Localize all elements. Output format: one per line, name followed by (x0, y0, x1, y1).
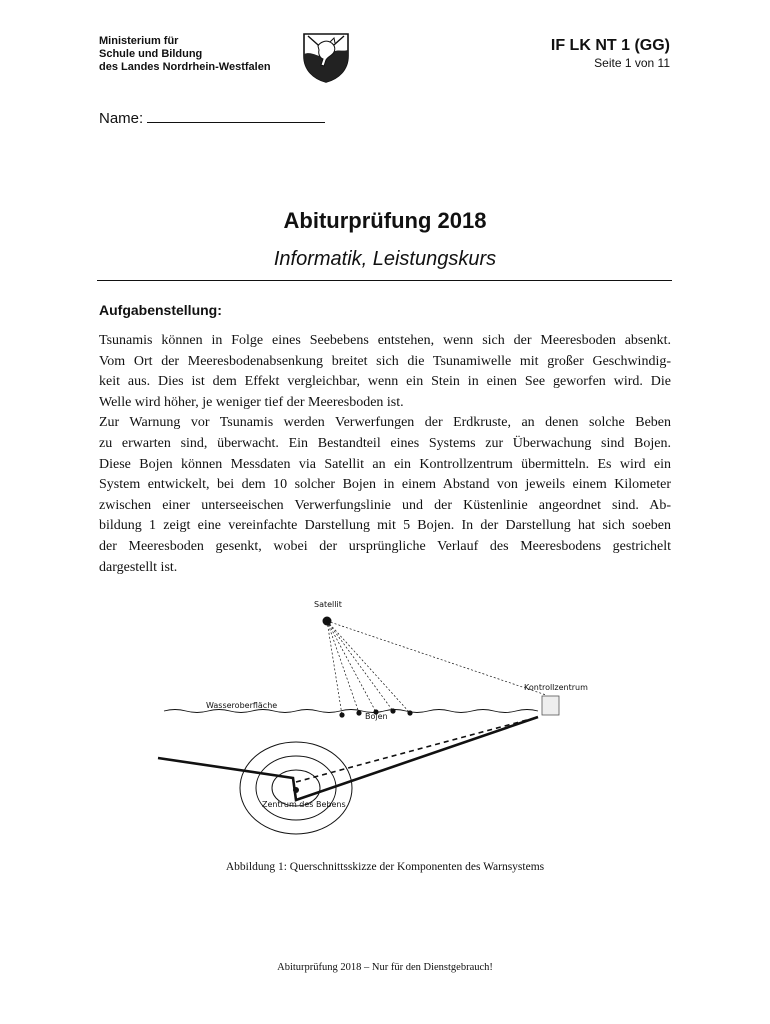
body-line: zu erwarten sind, überwacht. Ein Bestandteil eines Systems zur Überwachung sind Bojen. (99, 435, 671, 451)
body-line: keit aus. Dies ist dem Effekt vergleichbar, wenn ein Stein in einen See geworfen wird. Die (99, 374, 671, 390)
task-heading: Aufgabenstellung: (99, 302, 222, 318)
title-divider (97, 280, 672, 281)
nrw-crest-logo (300, 32, 352, 84)
body-line: Tsunamis können in Folge eines Seebebens entstehen, wenn sich der Meeresboden absenkt. (99, 333, 671, 348)
water-surface-label: Wasseroberfläche (206, 701, 278, 710)
ministry-line: Ministerium für (99, 35, 179, 47)
buoy-icon (356, 710, 361, 715)
ministry-line: des Landes Nordrhein-Westfalen (99, 61, 271, 73)
exam-code-block (551, 36, 670, 70)
page-title: Abiturprüfung 2018 (283, 208, 487, 233)
epicenter-label: Zentrum des Bebens (262, 800, 346, 809)
exam-code: IF LK NT 1 (GG) (550, 37, 670, 54)
body-line: dargestellt ist. (99, 559, 178, 575)
buoy-icon (407, 710, 412, 715)
body-line: bildung 1 zeigt eine vereinfachte Darstellung mit 5 Bojen. In der Darstellung hat sich soeben (99, 518, 671, 534)
name-field (99, 108, 325, 127)
figure-caption: Abbildung 1: Querschnittsskizze der Komponenten des Warnsystems (225, 861, 545, 873)
satellite-label: Satellit (314, 600, 342, 609)
tsunami-warning-figure (150, 590, 620, 840)
body-line: zwischen einer unterseeischen Verwerfungslinie und der Küstenlinie angeordnet sind. Ab- (99, 497, 671, 513)
body-line: Vom Ort der Meeresbodenabsenkung breitet sich die Tsunamiwelle mit großer Geschwindig- (99, 353, 671, 369)
control-center-icon (542, 696, 559, 715)
page-subtitle: Informatik, Leistungskurs (273, 248, 497, 270)
control-center-label: Kontrollzentrum (524, 683, 588, 692)
body-line: Diese Bojen können Messdaten via Satellit an ein Kontrollzentrum übermitteln. Es wird ein (99, 456, 671, 472)
body-line: der Meeresboden gesenkt, wobei der ursprüngliche Verlauf des Meeresbodens gestrichelt (99, 538, 671, 554)
buoy-icon (390, 708, 395, 713)
body-line: Zur Warnung vor Tsunamis werden Verwerfungen der Erdkruste, an denen solche Beben (99, 415, 671, 431)
body-line: Welle wird höher, je weniger tief der Meeresboden ist. (99, 394, 404, 410)
signal-lines (327, 621, 546, 715)
body-line: System entwickelt, bei dem 10 solcher Bojen in einem Abstand von jeweils einem Kilometer (99, 477, 671, 493)
name-label: Name: (99, 110, 144, 127)
ministry-name (99, 35, 271, 74)
ministry-line: Schule und Bildung (99, 48, 203, 60)
original-seabed-line (296, 717, 538, 782)
page-info: Seite 1 von 11 (594, 56, 670, 70)
name-blank-line (147, 108, 325, 123)
buoys-label: Bojen (365, 712, 388, 721)
buoy-icon (339, 712, 344, 717)
page-footer: Abiturprüfung 2018 – Nur für den Dienstgebrauch! (277, 962, 493, 973)
task-body (99, 331, 671, 578)
seabed-line (158, 717, 538, 800)
